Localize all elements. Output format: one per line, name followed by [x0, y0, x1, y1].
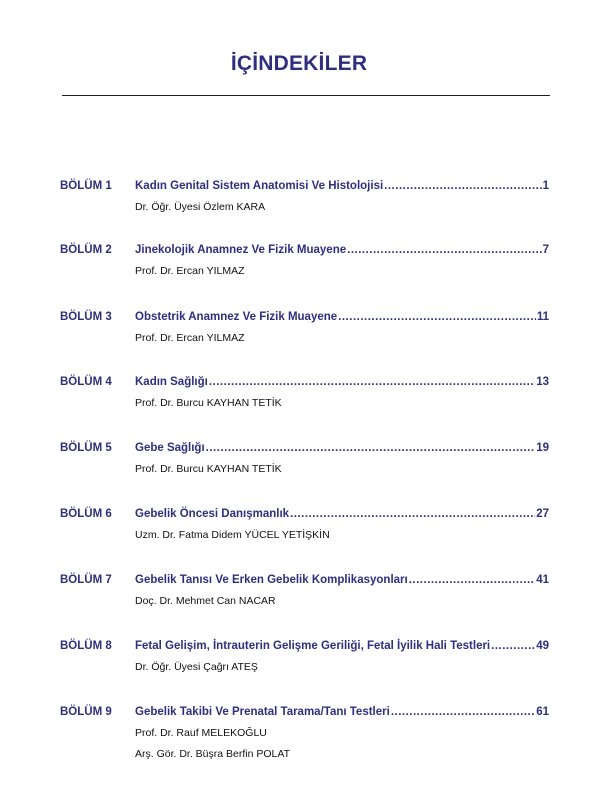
toc-line[interactable]: [135, 311, 549, 323]
toc-line[interactable]: [135, 574, 549, 586]
title-divider: [62, 95, 550, 96]
chapter-number: BÖLÜM 7: [60, 574, 112, 586]
toc-line[interactable]: [135, 244, 549, 256]
chapter-number: BÖLÜM 9: [60, 706, 112, 718]
chapter-author: Prof. Dr. Burcu KAYHAN TETİK: [135, 463, 282, 475]
toc-line[interactable]: [135, 180, 549, 192]
chapter-author: Arş. Gör. Dr. Büşra Berfin POLAT: [135, 748, 291, 760]
chapter-title[interactable]: Gebelik Tanısı Ve Erken Gebelik Komplikasyonları: [135, 574, 408, 586]
chapter-title[interactable]: Gebelik Takibi Ve Prenatal Tarama/Tanı Testleri: [135, 706, 390, 718]
chapter-author: Dr. Öğr. Üyesi Özlem KARA: [135, 201, 266, 213]
chapter-author: Prof. Dr. Ercan YILMAZ: [135, 265, 245, 277]
page-number: 19: [536, 442, 549, 454]
page-number: 27: [536, 508, 549, 520]
dot-leader: [290, 508, 535, 520]
chapter-number: BÖLÜM 5: [60, 442, 112, 454]
chapter-title[interactable]: Fetal Gelişim, İntrauterin Gelişme Geriliği, Fetal İyilik Hali Testleri: [135, 640, 491, 652]
page-title: İÇİNDEKİLER: [230, 52, 368, 75]
toc-line[interactable]: [135, 640, 549, 652]
dot-leader: [409, 574, 535, 586]
chapter-number: BÖLÜM 6: [60, 508, 112, 520]
chapter-title[interactable]: Jinekolojik Anamnez Ve Fizik Muayene: [135, 244, 347, 256]
dot-leader: [206, 442, 536, 454]
toc-line[interactable]: [135, 376, 549, 388]
page-number: 49: [536, 640, 549, 652]
chapter-author: Dr. Öğr. Üyesi Çağrı ATEŞ: [135, 661, 258, 673]
page-number: 61: [536, 706, 549, 718]
chapter-title[interactable]: Gebelik Öncesi Danışmanlık: [135, 508, 290, 520]
chapter-number: BÖLÜM 1: [60, 180, 112, 192]
chapter-title[interactable]: Kadın Genital Sistem Anatomisi Ve Histolojisi: [135, 180, 384, 192]
dot-leader: [209, 376, 535, 388]
chapter-number: BÖLÜM 8: [60, 640, 112, 652]
page-number: 13: [536, 376, 549, 388]
dot-leader: [491, 640, 535, 652]
chapter-author: Doç. Dr. Mehmet Can NACAR: [135, 595, 276, 607]
toc-line[interactable]: [135, 442, 549, 454]
chapter-author: Prof. Dr. Rauf MELEKOĞLU: [135, 727, 267, 739]
toc-line[interactable]: [135, 508, 549, 520]
chapter-author: Prof. Dr. Ercan YILMAZ: [135, 332, 245, 344]
chapter-author: Uzm. Dr. Fatma Didem YÜCEL YETİŞKİN: [135, 529, 330, 541]
dot-leader: [391, 706, 535, 718]
page-number: 41: [536, 574, 549, 586]
page-number: 7: [542, 244, 549, 256]
dot-leader: [347, 244, 541, 256]
page-number: 1: [542, 180, 549, 192]
chapter-number: BÖLÜM 2: [60, 244, 112, 256]
chapter-number: BÖLÜM 4: [60, 376, 112, 388]
toc-line[interactable]: [135, 706, 549, 718]
dot-leader: [338, 311, 536, 323]
chapter-author: Prof. Dr. Burcu KAYHAN TETİK: [135, 397, 282, 409]
chapter-title[interactable]: Kadın Sağlığı: [135, 376, 208, 388]
page-number: 11: [536, 311, 549, 323]
dot-leader: [384, 180, 541, 192]
chapter-title[interactable]: Obstetrik Anamnez Ve Fizik Muayene: [135, 311, 338, 323]
chapter-title[interactable]: Gebe Sağlığı: [135, 442, 205, 454]
chapter-number: BÖLÜM 3: [60, 311, 112, 323]
